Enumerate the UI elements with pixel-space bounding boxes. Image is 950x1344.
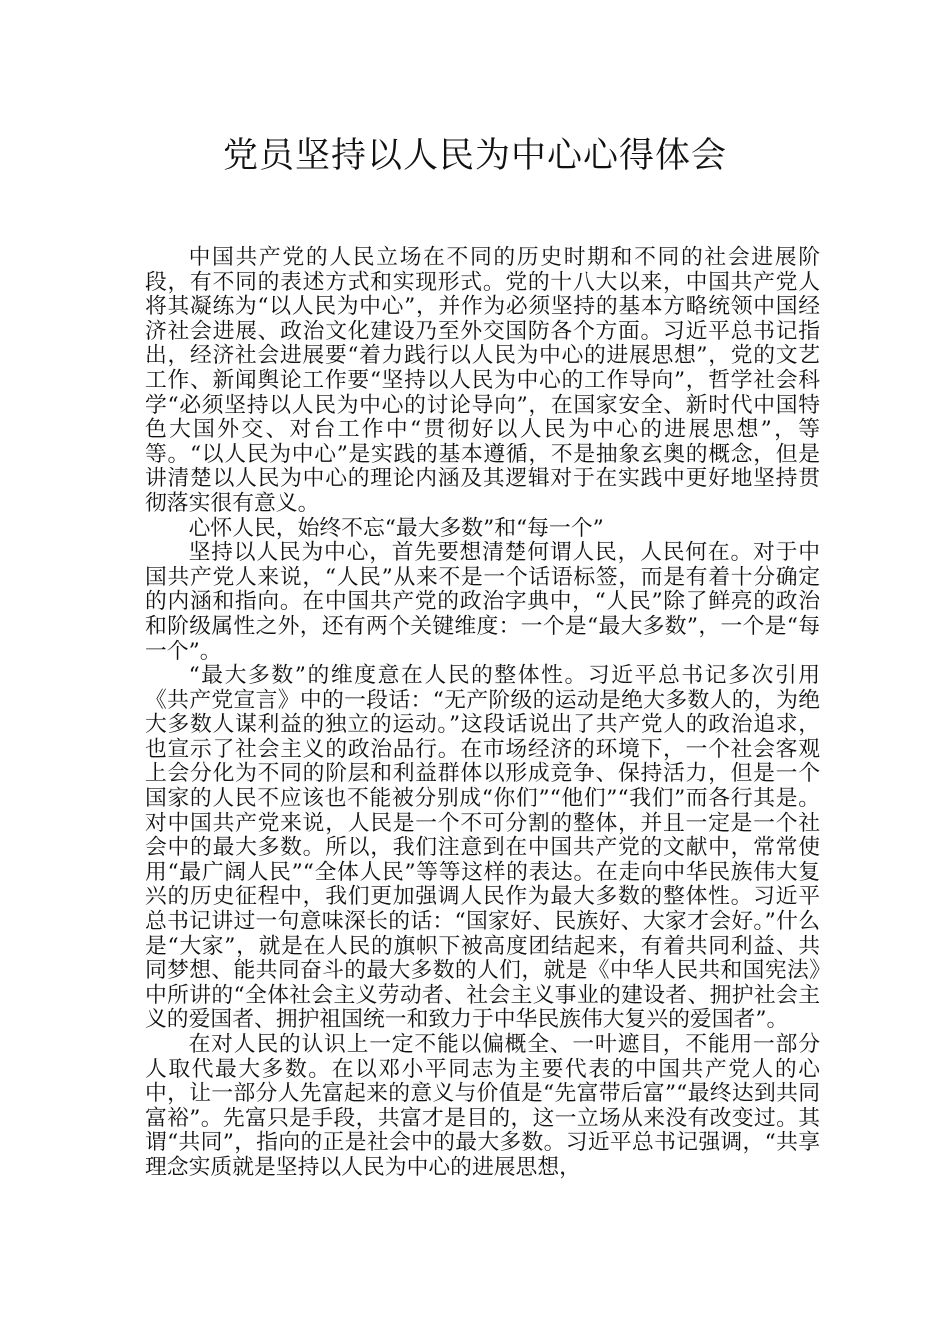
paragraph: 在对人民的认识上一定不能以偏概全、一叶遮目，不能用一部分人取代最大多数。在以邓小平同志为主要代表的中国共产党人的心中，让一部分人先富起来的意义与价值是“先富带后富”“最终达到共同富裕”。先富只是手段，共富才是目的，这一立场从来没有改变过。其谓“共同”，指向的正是社会中的最大多数。习近平总书记强调，“共享理念实质就是坚持以人民为中心的进展思想， [145, 1032, 820, 1180]
paragraph: 坚持以人民为中心，首先要想清楚何谓人民，人民何在。对于中国共产党人来说，“人民”从来不是一个话语标签，而是有着十分确定的内涵和指向。在中国共产党的政治字典中，“人民”除了鲜亮的政治和阶级属性之外，还有两个关键维度：一个是“最大多数”，一个是“每一个”。 [145, 540, 820, 664]
section-heading: 心怀人民，始终不忘“最大多数”和“每一个” [188, 515, 604, 541]
document-body [145, 246, 820, 1181]
paragraph: 中国共产党的人民立场在不同的历史时期和不同的社会进展阶段，有不同的表述方式和实现形式。党的十八大以来，中国共产党人将其凝练为“以人民为中心”，并作为必须坚持的基本方略统领中国经济社会进展、政治文化建设乃至外交国防各个方面。习近平总书记指出，经济社会进展要“着力践行以人民为中心的进展思想”，党的文艺工作、新闻舆论工作要“坚持以人民为中心的工作导向”，哲学社会科学“必须坚持以人民为中心的讨论导向”，在国家安全、新时代中国特色大国外交、对台工作中“贯彻好以人民为中心的进展思想”，等等。“以人民为中心”是实践的基本遵循，不是抽象玄奥的概念，但是讲清楚以人民为中心的理论内涵及其逻辑对于在实践中更好地坚持贯彻落实很有意义。 [145, 245, 820, 516]
paragraph: “最大多数”的维度意在人民的整体性。习近平总书记多次引用《共产党宣言》中的一段话：“无产阶级的运动是绝大多数人的，为绝大多数人谋利益的独立的运动。”这段话说出了共产党人的政治追求，也宣示了社会主义的政治品行。在市场经济的环境下，一个社会客观上会分化为不同的阶层和利益群体以形成竞争、保持活力，但是一个国家的人民不应该也不能被分别成“你们”“他们”“我们”而各行其是。对中国共产党来说，人民是一个不可分割的整体，并且一定是一个社会中的最大多数。所以，我们注意到在中国共产党的文献中，常常使用“最广阔人民”“全体人民”等等这样的表达。在走向中华民族伟大复兴的历史征程中，我们更加强调人民作为最大多数的整体性。习近平总书记讲过一句意味深长的话：“国家好、民族好、大家才会好。”什么是“大家”，就是在人民的旗帜下被高度团结起来，有着共同利益、共同梦想、能共同奋斗的最大多数的人们，就是《中华人民共和国宪法》中所讲的“全体社会主义劳动者、社会主义事业的建设者、拥护社会主义的爱国者、拥护祖国统一和致力于中华民族伟大复兴的爱国者”。 [145, 663, 820, 1033]
document-title: 党员坚持以人民为中心心得体会 [222, 136, 727, 176]
